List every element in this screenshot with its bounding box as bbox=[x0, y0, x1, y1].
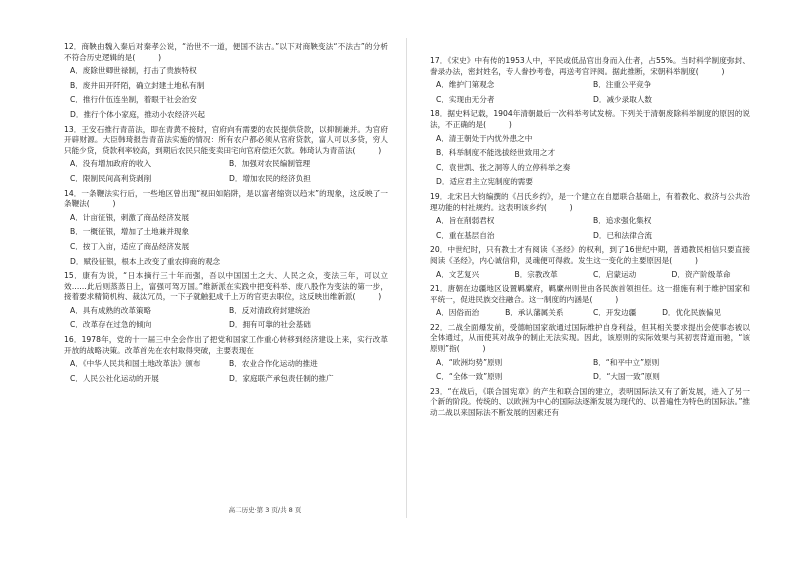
question-15 bbox=[64, 271, 388, 331]
question-16 bbox=[64, 335, 388, 384]
option-d: D．“大国一致”原则 bbox=[593, 372, 660, 382]
page-footer: 高二历史·第 3 页/共 8 页 bbox=[228, 506, 302, 514]
option-a: A．文艺复兴 bbox=[436, 269, 480, 279]
right-column bbox=[430, 56, 750, 422]
question-stem: 19．北宋吕大钧编撰的《吕氏乡约》，是一个建立在自愿联合基础上，有着教化、救济与公共治理功能的村社规约。这表明该乡约( ) bbox=[430, 191, 750, 212]
option-b: B．农业合作化运动的推进 bbox=[229, 359, 318, 369]
question-12 bbox=[64, 42, 388, 121]
option-d: D．适应君主立宪制度的需要 bbox=[436, 177, 533, 187]
option-c: C．重在基层自治 bbox=[436, 230, 495, 240]
question-stem: 20．中世纪时，只有教士才有阅读《圣经》的权利，到了16世纪中期，普通教民相信只要直接阅读《圣经》，内心诚信仰，灵魂便可得救。发生这一变化的主要原因是( ) bbox=[430, 245, 750, 265]
question-18 bbox=[430, 109, 750, 188]
option-a: A．具有成熟的改革策略 bbox=[70, 305, 152, 315]
option-a: A．没有增加政府的收入 bbox=[70, 159, 152, 169]
option-d: D．优化民族偏见 bbox=[662, 308, 722, 318]
question-stem: 15．康有为说，“日本摘行三十年而强，吾以中国国土之大、人民之众，变法三年，可以立效……此后则蒸蒸日上，富强可驾万国。”维新派在实践中把变科举、废八股作为变法的第一步，接着要求精简机构、裁汰冗员，一下子就触犯成千上万的官吏去职位，这反映出维新派( ) bbox=[64, 271, 388, 302]
question-17 bbox=[430, 56, 750, 105]
question-22 bbox=[430, 323, 750, 383]
option-c: C．“全体一致”原则 bbox=[436, 372, 503, 382]
option-d: D．赋役征银，根本上改变了重农抑商的观念 bbox=[70, 256, 221, 266]
option-c: C．实现由无分者 bbox=[436, 94, 495, 104]
option-b: B．注重公平竞争 bbox=[593, 80, 652, 90]
option-b: B．反对清政府封建统治 bbox=[229, 305, 311, 315]
option-d: D．家庭联产承包责任制的推广 bbox=[229, 373, 334, 383]
option-c: C．人民公社化运动的开展 bbox=[70, 373, 159, 383]
question-stem: 14．一条鞭法实行后，一些地区曾出现“视田如陷阱，是以富者缩资以趋末”的现象，这反映了一条鞭法( ) bbox=[64, 188, 388, 209]
option-d: D．资产阶级革命 bbox=[671, 269, 731, 279]
question-stem: 17．《宋史》中有传的1953人中，平民或低品官出身而入仕者，占55%。当时科学制度弥封、誊录办法，密封姓名，专人誊抄考卷，再送考官评阅。据此推断，宋朝科举制度( ) bbox=[430, 56, 750, 76]
question-13 bbox=[64, 125, 388, 185]
option-a: A．计亩征银，刺激了商品经济发展 bbox=[70, 212, 190, 222]
question-stem: 12．商鞅由魏入秦后对秦孝公说，“治世不一道，便国不法古。”以下对商鞅变法“不法古”的分析不符合历史逻辑的是( ) bbox=[64, 42, 388, 62]
question-stem: 18．据史料记载，1904年清朝最后一次科举考试发榜。下列关于清朝废除科举制度的原因的说法，不正确的是( ) bbox=[430, 109, 750, 129]
option-d: D．拥有可靠的社会基础 bbox=[229, 320, 311, 330]
option-c: C．限制民间高利贷剥削 bbox=[70, 173, 152, 183]
option-b: B．废井田开阡陌，确立封建土地私有制 bbox=[70, 80, 205, 90]
option-b: B．科举制度不能选拔经世致用之才 bbox=[436, 148, 556, 158]
question-stem: 22．二战全面爆发前，受德帕国家欲通过国际维护自身利益，但其相关要求提出会使事态被以全体通过，从而使其对战争的制止无法实现。因此，该原则的实际效果与其初衷背道而驰，“该原则”指( ) bbox=[430, 322, 750, 354]
option-a: A．因俗而治 bbox=[436, 308, 480, 318]
option-c: C．袁世凯、张之洞等人的立停科举之奏 bbox=[436, 162, 571, 172]
option-b: B．宗教改革 bbox=[514, 269, 558, 279]
question-14 bbox=[64, 189, 388, 268]
option-c: C．开发边疆 bbox=[592, 308, 637, 318]
option-d: D．减少录取人数 bbox=[593, 94, 653, 104]
option-a: A．清王朝处于内忧外患之中 bbox=[436, 133, 533, 143]
option-c: C．按丁入亩，适应了商品经济发展 bbox=[70, 241, 190, 251]
question-20 bbox=[430, 245, 750, 280]
option-b: B．加强对农民编制管理 bbox=[229, 159, 311, 169]
option-a: A．《中华人民共和国土地改革法》颁布 bbox=[70, 359, 201, 369]
option-b: B．一概征银，增加了土地兼并现象 bbox=[70, 227, 190, 237]
option-c: C．推行什伍连坐制，着眼于社会治安 bbox=[70, 95, 197, 105]
question-23 bbox=[430, 387, 750, 419]
option-d: D．增加农民的经济负担 bbox=[229, 173, 311, 183]
question-stem: 13．王安石推行青苗法，即在青黄不接时，官府向有需要的农民提供贷款，以抑制兼并。为官府开辟财源。大臣韩琦报告青苗法实施的情况：所有农户都必须从官府贷款，富人可以多贷，穷人只能少贷，贷款利率较高，到期后农民只能变卖田宅向官府偿还欠款。韩琦认为青苗法( ) bbox=[64, 124, 388, 155]
question-stem: 16．1978年，党的十一届三中全会作出了把党和国家工作重心转移到经济建设上来，实行改革开放的战略决策。改革首先在农村取得突破，主要表现在 bbox=[64, 335, 388, 355]
option-a: A．废除世卿世禄制，打击了贵族特权 bbox=[70, 66, 197, 76]
option-c: C．启蒙运动 bbox=[593, 269, 637, 279]
option-b: B．承认藩属关系 bbox=[505, 308, 564, 318]
question-19 bbox=[430, 192, 750, 241]
question-stem: 21．唐朝在边疆地区设置羁縻府，羁縻州则世由各民族首领担任。这一措施有利于维护国家和平统一，促进民族交往融合。这一制度的内涵是( ) bbox=[430, 284, 750, 304]
option-a: A．维护门第观念 bbox=[436, 80, 495, 90]
left-column bbox=[64, 42, 388, 388]
option-b: B．“和平中立”原则 bbox=[593, 357, 660, 367]
question-21 bbox=[430, 284, 750, 319]
option-d: D．已和法律合流 bbox=[593, 230, 653, 240]
option-d: D．推行个体小家庭，推动小农经济兴起 bbox=[70, 109, 205, 119]
column-divider bbox=[406, 38, 407, 518]
question-stem: 23．“在战后，《联合国宪章》的产生和联合国的建立，表明国际法又有了新发展，进入了另一个新的阶段。传统的、以欧洲为中心的国际法逐渐发展为现代的、以普遍性为特色的国际法。”推动二战以来国际法不断发展的因素还有 bbox=[430, 386, 750, 418]
option-c: C．改革存在过急的倾向 bbox=[70, 320, 152, 330]
option-b: B．追求强化集权 bbox=[593, 216, 652, 226]
option-a: A．旨在削弱君权 bbox=[436, 216, 495, 226]
option-a: A．“欧洲均势”原则 bbox=[436, 357, 503, 367]
